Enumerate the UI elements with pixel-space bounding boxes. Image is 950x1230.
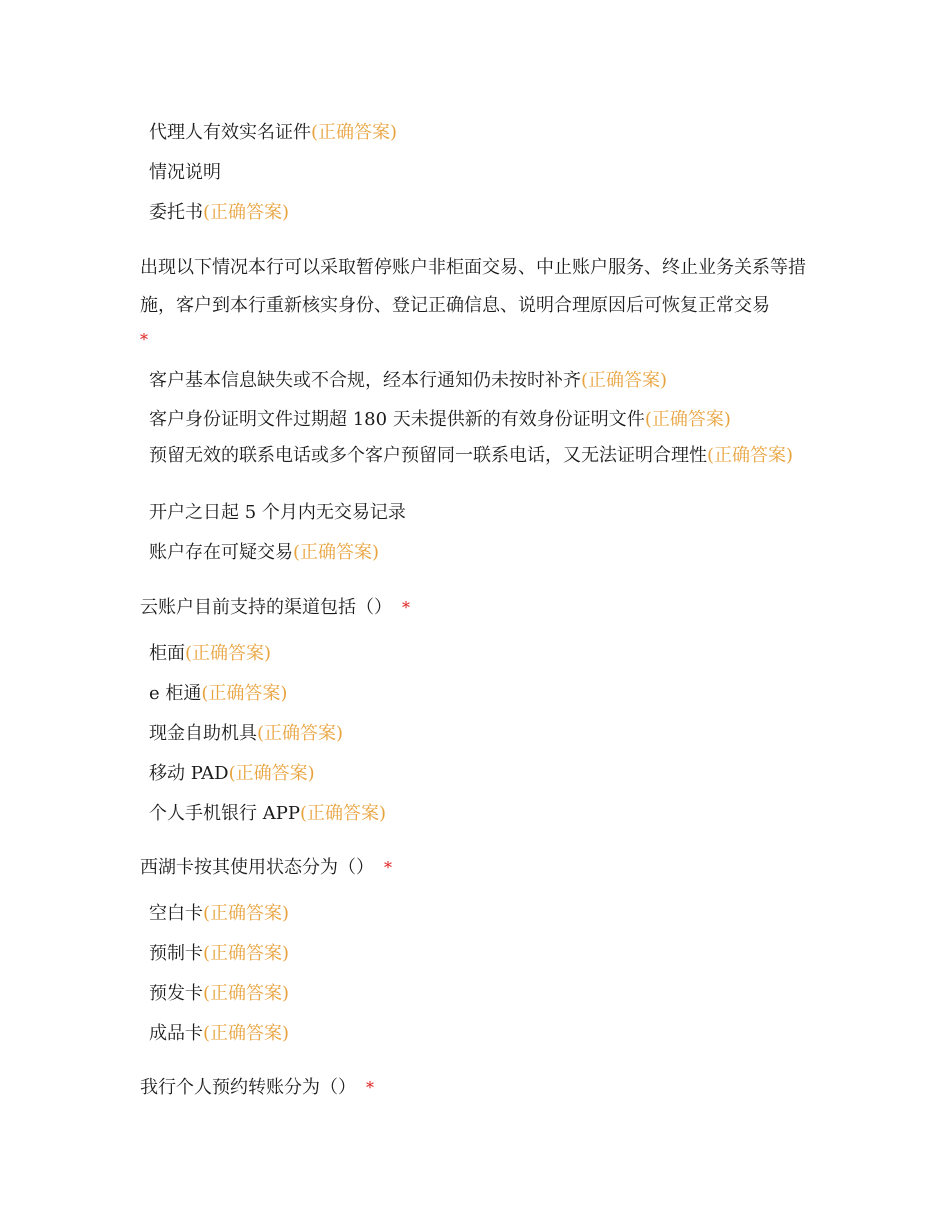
correct-answer-tag: (正确答案)	[299, 803, 386, 824]
correct-answer-tag: (正确答案)	[203, 943, 290, 964]
option-q2-1[interactable]: 柜面(正确答案)	[149, 643, 272, 664]
option-q3-2[interactable]: 预制卡(正确答案)	[149, 943, 290, 964]
required-mark: *	[140, 330, 148, 349]
option-q0-1[interactable]: 代理人有效实名证件(正确答案)	[149, 122, 398, 143]
option-q3-3[interactable]: 预发卡(正确答案)	[149, 983, 290, 1004]
question-title: 西湖卡按其使用状态分为（） *	[140, 857, 392, 878]
question-title: 云账户目前支持的渠道包括（） *	[140, 597, 410, 618]
correct-answer-tag: (正确答案)	[293, 542, 380, 563]
option-q0-3[interactable]: 委托书(正确答案)	[149, 202, 290, 223]
correct-answer-tag: (正确答案)	[203, 983, 290, 1004]
correct-answer-tag: (正确答案)	[203, 903, 290, 924]
correct-answer-tag: (正确答案)	[707, 445, 794, 466]
required-mark: *	[402, 598, 410, 617]
option-q3-1[interactable]: 空白卡(正确答案)	[149, 903, 290, 924]
correct-answer-tag: (正确答案)	[203, 202, 290, 223]
correct-answer-tag: (正确答案)	[203, 1023, 290, 1044]
correct-answer-tag: (正确答案)	[201, 683, 288, 704]
option-q2-4[interactable]: 移动 PAD(正确答案)	[149, 763, 315, 784]
option-q2-2[interactable]: e 柜通(正确答案)	[149, 683, 288, 704]
option-q1-2[interactable]: 客户身份证明文件过期超 180 天未提供新的有效身份证明文件(正确答案)	[149, 409, 731, 430]
required-mark: *	[366, 1078, 374, 1097]
correct-answer-tag: (正确答案)	[311, 122, 398, 143]
question-title: 出现以下情况本行可以采取暂停账户非柜面交易、中止账户服务、终止业务关系等措施，客户到本行重新核实身份、登记正确信息、说明合理原因后可恢复正常交易	[140, 257, 806, 316]
option-q1-4[interactable]: 开户之日起 5 个月内无交易记录	[149, 502, 406, 523]
option-q3-4[interactable]: 成品卡(正确答案)	[149, 1023, 290, 1044]
option-q2-5[interactable]: 个人手机银行 APP(正确答案)	[149, 803, 386, 824]
correct-answer-tag: (正确答案)	[581, 370, 668, 391]
option-q1-3[interactable]: 预留无效的联系电话或多个客户预留同一联系电话，又无法证明合理性(正确答案)	[149, 445, 794, 466]
option-q0-2[interactable]: 情况说明	[149, 162, 221, 183]
correct-answer-tag: (正确答案)	[185, 643, 272, 664]
question-title: 我行个人预约转账分为（） *	[140, 1077, 374, 1098]
option-q1-5[interactable]: 账户存在可疑交易(正确答案)	[149, 542, 380, 563]
correct-answer-tag: (正确答案)	[644, 409, 731, 430]
option-q2-3[interactable]: 现金自助机具(正确答案)	[149, 723, 344, 744]
correct-answer-tag: (正确答案)	[257, 723, 344, 744]
option-q1-1[interactable]: 客户基本信息缺失或不合规，经本行通知仍未按时补齐(正确答案)	[149, 370, 668, 391]
required-mark: *	[384, 858, 392, 877]
correct-answer-tag: (正确答案)	[228, 763, 315, 784]
